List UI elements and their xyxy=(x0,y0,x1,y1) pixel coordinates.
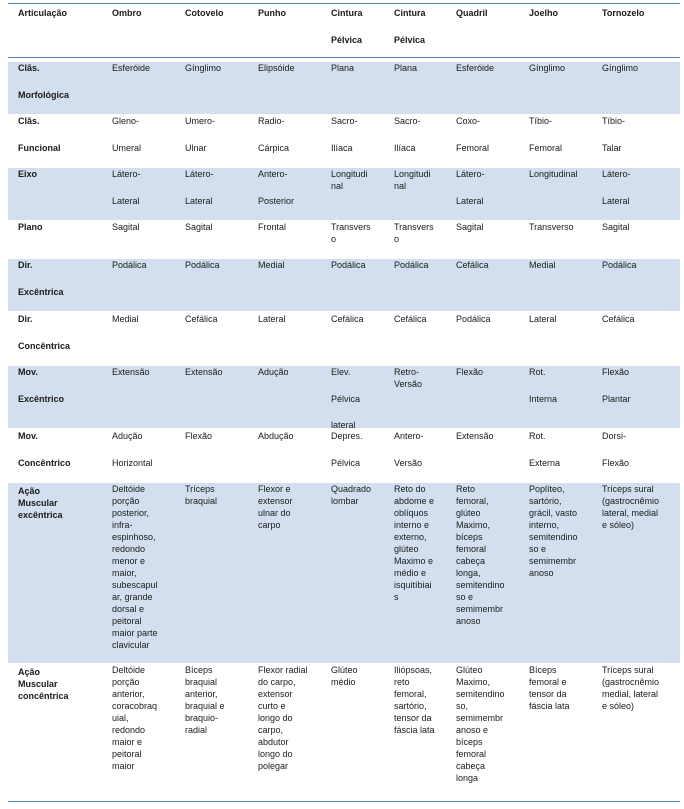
table-cell: Sagital xyxy=(185,222,213,232)
column-header: Cotovelo xyxy=(185,8,224,18)
table-cell: Extensão xyxy=(112,367,150,377)
table-cell: Glúteo médio xyxy=(331,665,358,687)
table-cell: Tríceps braquial xyxy=(185,484,218,506)
table-cell: Tríceps sural (gastrocnêmio lateral, medial e sóleo) xyxy=(602,484,660,530)
table-cell: Podálica xyxy=(456,314,491,324)
table-cell: Podálica xyxy=(331,260,366,270)
row-label: Mov. Excêntrico xyxy=(18,367,65,404)
table-row xyxy=(8,430,680,482)
table-row xyxy=(8,483,680,663)
table-row xyxy=(8,313,680,365)
table-cell: Rot. Externa xyxy=(529,431,561,468)
table-cell: Lateral xyxy=(529,314,557,324)
row-label: Dir. Concêntrica xyxy=(18,314,71,351)
table-cell: Cefálica xyxy=(602,314,635,324)
table-cell: Umero- Ulnar xyxy=(185,116,216,153)
column-header: Joelho xyxy=(529,8,559,18)
table-cell: Bíceps braquial anterior, braquial e braquio- radial xyxy=(185,665,225,735)
table-cell: Rot. Interna xyxy=(529,367,558,404)
column-header: Articulação xyxy=(18,8,68,18)
column-header: Ombro xyxy=(112,8,142,18)
table-cell: Látero- Lateral xyxy=(185,169,214,206)
table-cell: Transverso xyxy=(529,222,574,232)
table-cell: Cefálica xyxy=(331,314,364,324)
table-row xyxy=(8,259,680,311)
table-cell: Látero- Lateral xyxy=(602,169,631,206)
table-row xyxy=(8,115,680,167)
table-cell: Tíbio- Femoral xyxy=(529,116,563,153)
table-cell: Medial xyxy=(112,314,139,324)
table-cell: Longitudinal xyxy=(529,169,578,179)
table-cell: Cefálica xyxy=(185,314,218,324)
row-label: Ação Muscular excêntrica xyxy=(18,486,63,520)
table-cell: Flexão xyxy=(456,367,484,377)
table-cell: Adução Horizontal xyxy=(112,431,153,468)
table-row xyxy=(8,62,680,114)
table-cell: Lateral xyxy=(258,314,286,324)
table-cell: Esferóide xyxy=(112,63,151,73)
table-cell: Sagital xyxy=(456,222,484,232)
table-cell: Sacro- Ilíaca xyxy=(331,116,358,153)
table-cell: Antero- Posterior xyxy=(258,169,295,206)
row-label: Ação Muscular concêntrica xyxy=(18,667,69,701)
table-cell: Adução xyxy=(258,367,289,377)
table-cell: Medial xyxy=(258,260,285,270)
table-cell: Sagital xyxy=(602,222,630,232)
column-header: Cintura Pélvica xyxy=(331,8,363,45)
table-cell: Radio- Cárpica xyxy=(258,116,290,153)
table-cell: Deltóide porção anterior, coracobraq uial, redondo maior e peitoral maior xyxy=(112,665,158,771)
table-cell: Deltóide porção posterior, infra- espinhoso, redondo menor e maior, subescapul ar, grande dorsal e peitoral maior parte clavicular xyxy=(112,484,158,650)
table-cell: Transvers o xyxy=(394,222,434,244)
table-row xyxy=(8,168,680,220)
table-cell: Plana xyxy=(394,63,418,73)
table-cell: Tíbio- Talar xyxy=(602,116,626,153)
table-cell: Iliópsoas, reto femoral, sartório, tensor da fáscia lata xyxy=(394,665,435,735)
column-header: Punho xyxy=(258,8,286,18)
row-label: Clãs. Funcional xyxy=(18,116,61,153)
table-cell: Gínglimo xyxy=(185,63,222,73)
table-cell: Extensão xyxy=(185,367,223,377)
table-cell: Antero- Versão xyxy=(394,431,424,468)
table-cell: Extensão xyxy=(456,431,494,441)
table-cell: Transvers o xyxy=(331,222,371,244)
header-row xyxy=(8,7,680,57)
table-cell: Sacro- Ilíaca xyxy=(394,116,421,153)
row-label: Dir. Excêntrica xyxy=(18,260,64,297)
column-header: Quadril xyxy=(456,8,488,18)
table-cell: Poplíteo, sartório, grácil, vasto interno, semitendino so e semimembr anoso xyxy=(529,484,578,578)
table-cell: Bíceps femoral e tensor da fáscia lata xyxy=(529,665,570,711)
table-cell: Gínglimo xyxy=(529,63,566,73)
table-cell: Depres. Pélvica xyxy=(331,431,363,468)
table-cell: Látero- Lateral xyxy=(112,169,141,206)
column-header: Cintura Pélvica xyxy=(394,8,426,45)
table-cell: Longitudi nal xyxy=(331,169,368,191)
table-cell: Retro- Versão xyxy=(394,367,423,389)
table-cell: Elev. Pélvica lateral xyxy=(331,367,361,430)
table-cell: Esferóide xyxy=(456,63,495,73)
table-cell: Cefálica xyxy=(394,314,427,324)
table-row xyxy=(8,366,680,428)
table-cell: Sagital xyxy=(112,222,140,232)
table-bottom-rule xyxy=(8,801,680,802)
table-cell: Glúteo Maximo, semitendino so, semimembr anoso e bíceps femoral cabeça longa xyxy=(456,665,505,783)
table-cell: Tríceps sural (gastrocnêmio medial, lateral e sóleo) xyxy=(602,665,660,711)
table-cell: Reto do abdome e oblíquos interno e externo, glúteo Maximo e médio e isquitíbiai s xyxy=(394,484,435,602)
table-cell: Látero- Lateral xyxy=(456,169,485,206)
column-header: Tornozelo xyxy=(602,8,645,18)
table-cell: Quadrado lombar xyxy=(331,484,372,506)
table-cell: Reto femoral, glúteo Maximo, bíceps femoral cabeça longa, semitendino so e semimembr anoso xyxy=(456,484,505,626)
table-row xyxy=(8,664,680,800)
table-cell: Flexor radial do carpo, extensor curto e longo do carpo, abdutor longo do polegar xyxy=(258,665,308,771)
table-cell: Podálica xyxy=(394,260,429,270)
table-cell: Longitudi nal xyxy=(394,169,431,191)
table-cell: Plana xyxy=(331,63,355,73)
table-cell: Dorsi- Flexão xyxy=(602,431,630,468)
table-cell: Podálica xyxy=(185,260,220,270)
table-cell: Abdução xyxy=(258,431,294,441)
table-cell: Flexão Plantar xyxy=(602,367,631,404)
row-label: Mov. Concêntrico xyxy=(18,431,71,468)
table-cell: Frontal xyxy=(258,222,287,232)
row-label: Clãs. Morfológica xyxy=(18,63,69,100)
table-cell: Coxo- Femoral xyxy=(456,116,490,153)
row-label: Eixo xyxy=(18,169,38,179)
table-cell: Flexão xyxy=(185,431,213,441)
table-cell: Cefálica xyxy=(456,260,489,270)
table-cell: Podálica xyxy=(112,260,147,270)
table-cell: Flexor e extensor ulnar do carpo xyxy=(258,484,293,530)
table-cell: Gínglimo xyxy=(602,63,639,73)
table-cell: Podálica xyxy=(602,260,637,270)
table-cell: Medial xyxy=(529,260,556,270)
table-cell: Elipsóide xyxy=(258,63,295,73)
row-label: Plano xyxy=(18,222,43,232)
table-cell: Gleno- Umeral xyxy=(112,116,142,153)
